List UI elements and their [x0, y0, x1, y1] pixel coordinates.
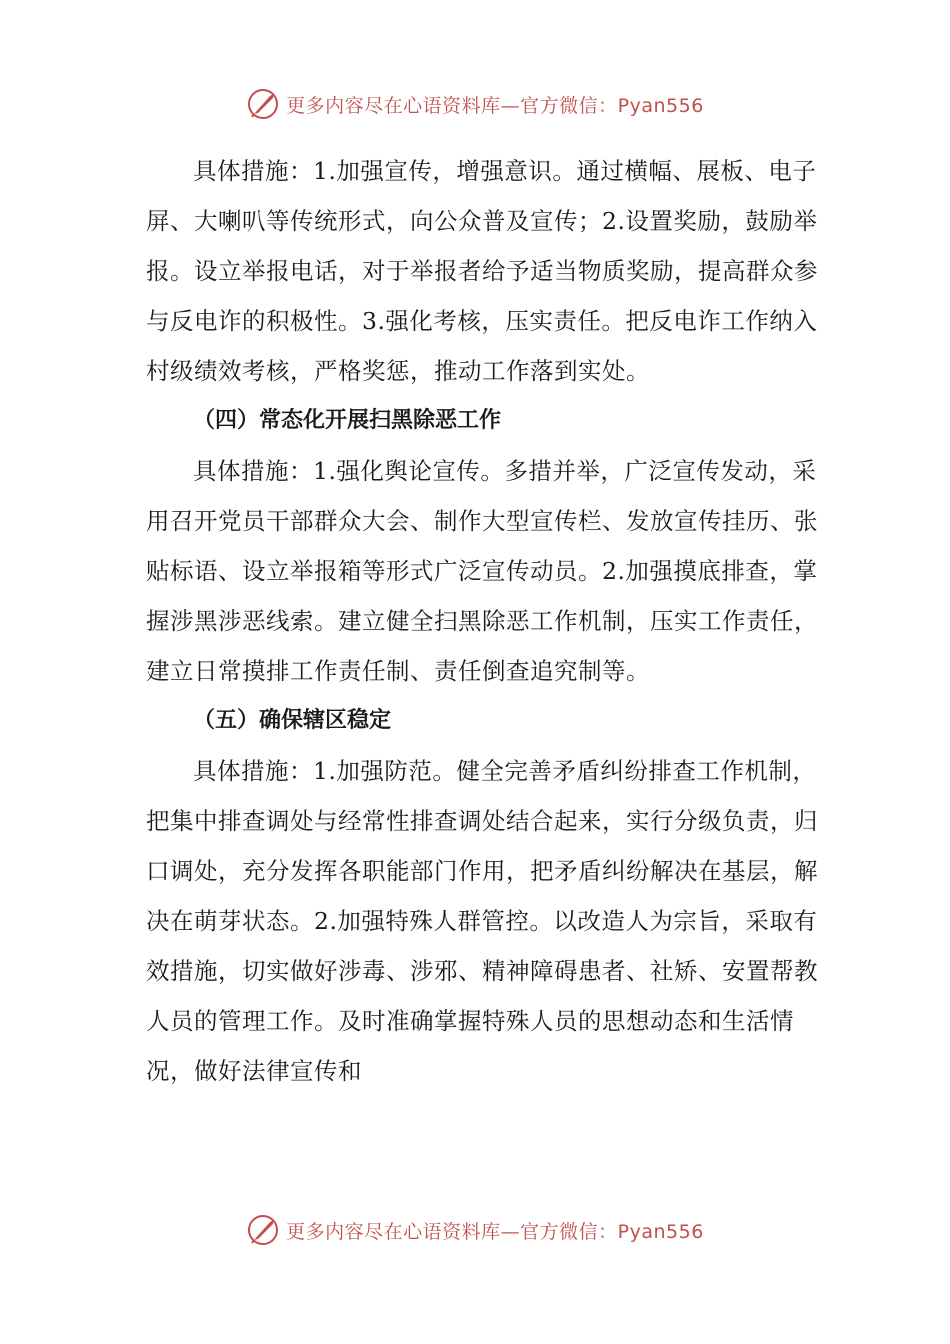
header-watermark	[0, 84, 950, 124]
watermark-text: 更多内容尽在心语资料库—官方微信：Pyan556	[286, 94, 704, 117]
section-heading-4: （四）常态化开展扫黑除恶工作	[193, 408, 502, 433]
document-body	[146, 146, 826, 1096]
section-heading-5: （五）确保辖区稳定	[193, 708, 392, 733]
quill-pen-icon	[246, 87, 280, 121]
paragraph-measures-anti-fraud: 具体措施：1.加强宣传，增强意识。通过横幅、展板、电子屏、大喇叭等传统形式，向公众普及宣传；2.设置奖励，鼓励举报。设立举报电话，对于举报者给予适当物质奖励，提高群众参与反电诈的积极性。3.强化考核，压实责任。把反电诈工作纳入村级绩效考核，严格奖惩，推动工作落到实处。	[146, 157, 818, 385]
paragraph-measures-stability: 具体措施：1.加强防范。健全完善矛盾纠纷排查工作机制，把集中排查调处与经常性排查调处结合起来，实行分级负责，归口调处，充分发挥各职能部门作用，把矛盾纠纷解决在基层，解决在萌芽状态。2.加强特殊人群管控。以改造人为宗旨，采取有效措施，切实做好涉毒、涉邪、精神障碍患者、社矫、安置帮教人员的管理工作。及时准确掌握特殊人员的思想动态和生活情况，做好法律宣传和	[146, 757, 818, 1085]
footer-watermark	[0, 1210, 950, 1250]
quill-pen-icon	[246, 1213, 280, 1247]
paragraph-measures-anti-crime: 具体措施：1.强化舆论宣传。多措并举，广泛宣传发动，采用召开党员干部群众大会、制作大型宣传栏、发放宣传挂历、张贴标语、设立举报箱等形式广泛宣传动员。2.加强摸底排查，掌握涉黑涉恶线索。建立健全扫黑除恶工作机制，压实工作责任，建立日常摸排工作责任制、责任倒查追究制等。	[146, 457, 818, 685]
watermark-text: 更多内容尽在心语资料库—官方微信：Pyan556	[286, 1220, 704, 1243]
